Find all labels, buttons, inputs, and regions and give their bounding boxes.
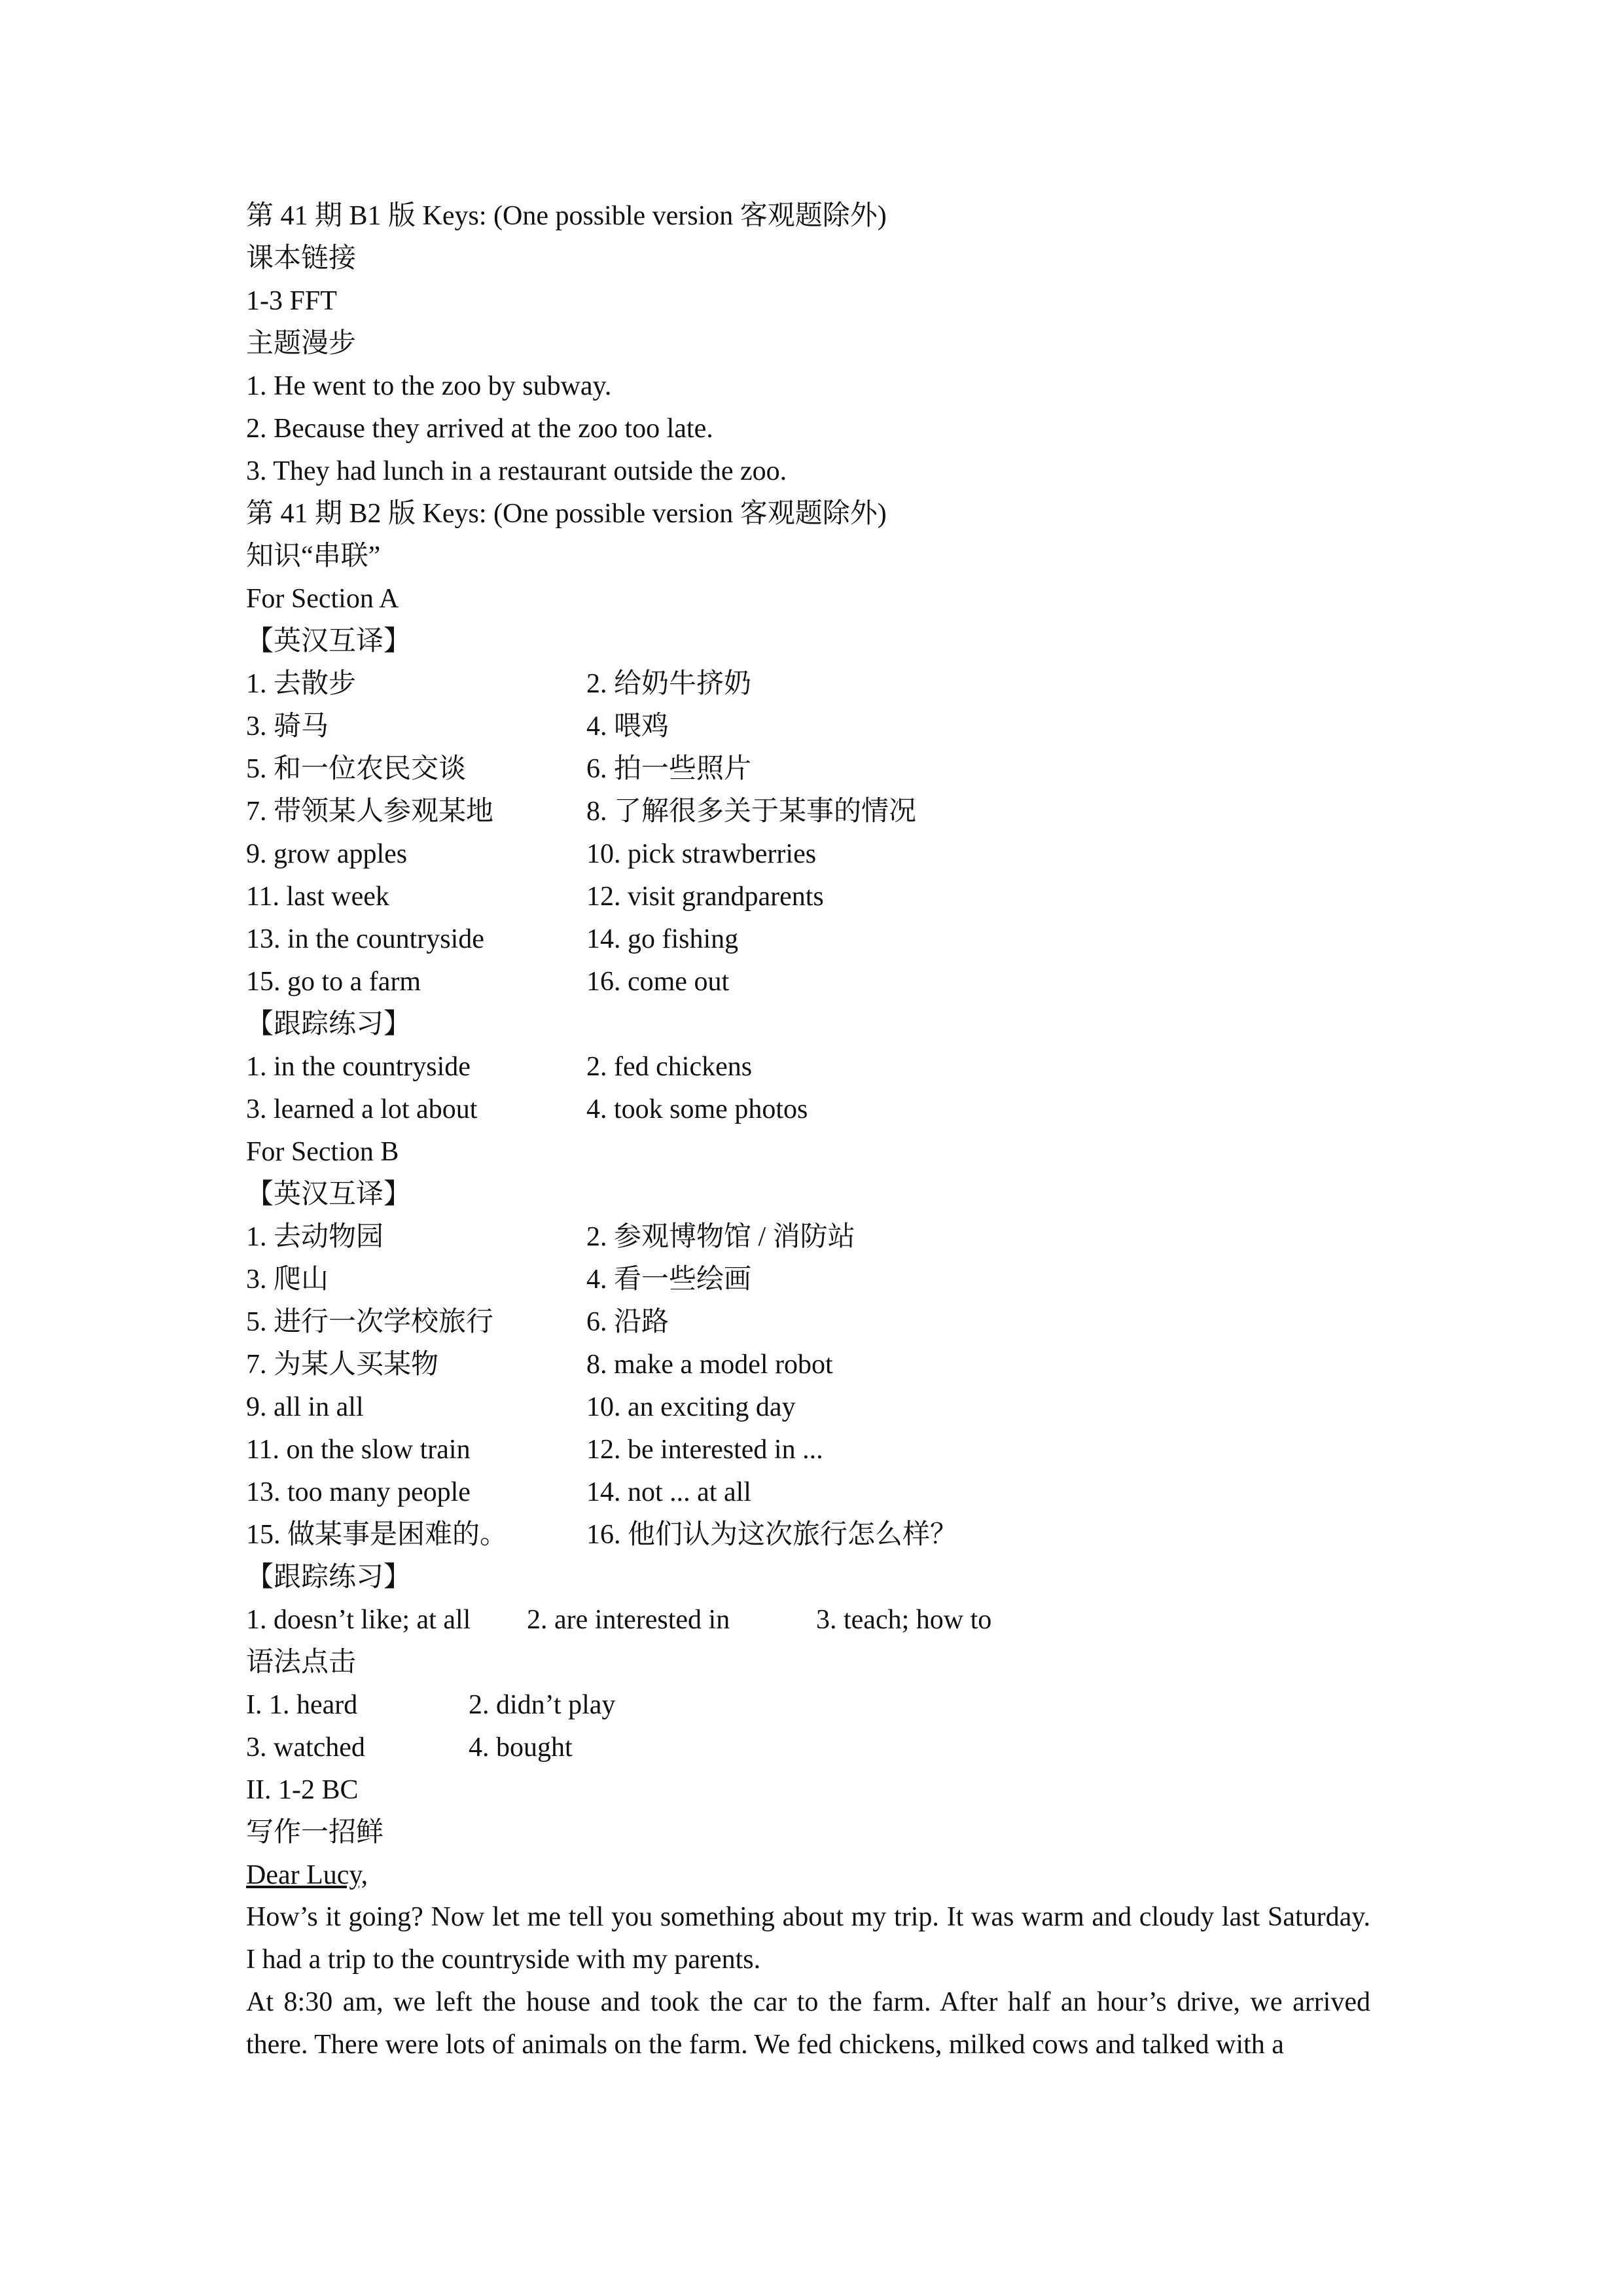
list-item: 3. watched	[246, 1732, 365, 1763]
letter-paragraph-2: At 8:30 am, we left the house and took the car to the farm. After half an hour’s drive, we arrived there. There were lots of animals on the farm. We fed chickens, milked cows and talked with a	[246, 1987, 1370, 2060]
list-item: 13. in the countryside	[246, 924, 484, 954]
list-item: 2. fed chickens	[586, 1052, 753, 1082]
list-item: 4. 看一些绘画	[586, 1265, 752, 1295]
list-item: 6. 沿路	[586, 1307, 669, 1337]
list-item: 2. 参观博物馆 / 消防站	[586, 1222, 855, 1252]
list-item: 14. not ... at all	[586, 1477, 751, 1507]
list-item: I. 1. heard	[246, 1690, 358, 1720]
letter-salutation: Dear Lucy,	[246, 1860, 368, 1890]
b1-heading: 第 41 期 B1 版 Keys: (One possible version 客观题除外)	[246, 201, 887, 231]
textbook-link-title: 课本链接	[246, 243, 357, 274]
list-item: 13. too many people	[246, 1477, 471, 1507]
list-item: 3. 爬山	[246, 1265, 329, 1295]
grammar-part2: II. 1-2 BC	[246, 1775, 359, 1805]
textbook-link-answer: 1-3 FFT	[246, 286, 337, 316]
list-item: 3. 骑马	[246, 711, 329, 742]
list-item: 12. visit grandparents	[586, 882, 824, 912]
theme-answer-3: 3. They had lunch in a restaurant outside the zoo.	[246, 456, 787, 486]
list-item: 7. 为某人买某物	[246, 1350, 439, 1380]
writing-title: 写作一招鲜	[246, 1818, 384, 1848]
knowledge-chain-title: 知识“串联”	[246, 541, 381, 571]
list-item: 9. all in all	[246, 1392, 364, 1422]
section-a-title: For Section A	[246, 584, 399, 614]
list-item: 11. last week	[246, 882, 389, 912]
list-item: 4. took some photos	[586, 1094, 808, 1124]
section-a-translate-heading: 【英汉互译】	[246, 626, 412, 656]
section-b-practice-heading: 【跟踪练习】	[246, 1562, 412, 1592]
list-item: 15. go to a farm	[246, 967, 421, 997]
section-b-translate-heading: 【英汉互译】	[246, 1179, 412, 1210]
list-item: 16. come out	[586, 967, 730, 997]
list-item: 3. learned a lot about	[246, 1094, 478, 1124]
section-b-title: For Section B	[246, 1137, 399, 1167]
list-item: 9. grow apples	[246, 839, 408, 869]
theme-answer-2: 2. Because they arrived at the zoo too late.	[246, 414, 713, 444]
list-item: 1. 去动物园	[246, 1222, 384, 1252]
list-item: 7. 带领某人参观某地	[246, 797, 494, 827]
list-item: 4. bought	[469, 1732, 573, 1763]
list-item: 1. doesn’t like; at all	[246, 1605, 471, 1635]
list-item: 5. 和一位农民交谈	[246, 754, 467, 784]
list-item: 15. 做某事是困难的。	[246, 1520, 508, 1550]
list-item: 1. 去散步	[246, 669, 357, 699]
list-item: 16. 他们认为这次旅行怎么样？	[586, 1520, 958, 1550]
list-item: 5. 进行一次学校旅行	[246, 1307, 494, 1337]
section-a-practice-heading: 【跟踪练习】	[246, 1009, 412, 1039]
b2-heading: 第 41 期 B2 版 Keys: (One possible version 客观题除外)	[246, 499, 887, 529]
list-item: 10. pick strawberries	[586, 839, 817, 869]
grammar-title: 语法点击	[246, 1647, 357, 1677]
list-item: 2. are interested in	[527, 1605, 730, 1635]
list-item: 6. 拍一些照片	[586, 754, 752, 784]
list-item: 2. didn’t play	[469, 1690, 616, 1720]
theme-walk-title: 主题漫步	[246, 329, 357, 359]
list-item: 12. be interested in ...	[586, 1435, 823, 1465]
list-item: 10. an exciting day	[586, 1392, 796, 1422]
theme-answer-1: 1. He went to the zoo by subway.	[246, 371, 612, 401]
list-item: 2. 给奶牛挤奶	[586, 669, 752, 699]
letter-paragraph-1: How’s it going? Now let me tell you something about my trip. It was warm and cloudy last Saturday. I had a trip to the countryside with my parents.	[246, 1902, 1370, 1975]
list-item: 14. go fishing	[586, 924, 739, 954]
list-item: 3. teach; how to	[816, 1605, 992, 1635]
list-item: 1. in the countryside	[246, 1052, 471, 1082]
list-item: 11. on the slow train	[246, 1435, 471, 1465]
list-item: 8. make a model robot	[586, 1350, 833, 1380]
list-item: 4. 喂鸡	[586, 711, 669, 742]
list-item: 8. 了解很多关于某事的情况	[586, 797, 917, 827]
